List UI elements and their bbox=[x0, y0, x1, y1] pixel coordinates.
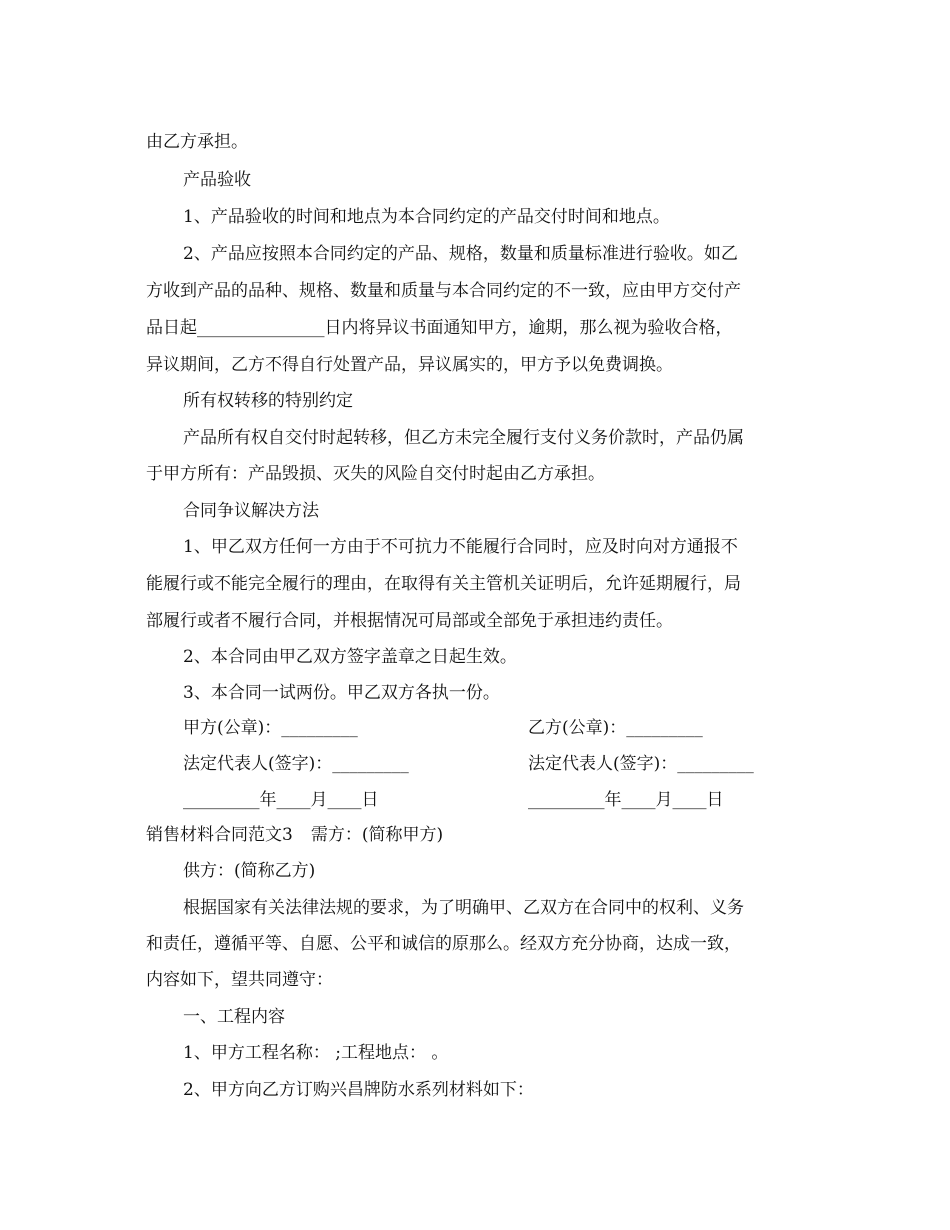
paragraph-line: 品日起_______________日内将异议书面通知甲方，逾期，那么视为验收合格， bbox=[146, 318, 733, 338]
seller-label: 供方：(简称乙方) bbox=[183, 861, 316, 881]
paragraph-line: 于甲方所有：产品毁损、灭失的风险自交付时起由乙方承担。 bbox=[146, 464, 605, 484]
paragraph-line: 和责任，遵循平等、自愿、公平和诚信的原那么。经双方充分协商，达成一致， bbox=[146, 934, 741, 954]
paragraph-line: 1、甲乙双方任何一方由于不可抗力不能履行合同时，应及时向对方通报不 bbox=[183, 537, 738, 557]
party-b-representative-field: 法定代表人(签字)：_________ bbox=[528, 754, 754, 774]
paragraph-line: 3、本合同一试两份。甲乙双方各执一份。 bbox=[183, 683, 500, 703]
party-a-seal-field: 甲方(公章)：_________ bbox=[183, 718, 358, 738]
paragraph-line: 产品所有权自交付时起转移，但乙方未完全履行支付义务价款时，产品仍属 bbox=[183, 428, 744, 448]
paragraph-line: 2、甲方向乙方订购兴昌牌防水系列材料如下： bbox=[183, 1080, 534, 1100]
party-a-date-field: _________年____月____日 bbox=[183, 790, 379, 810]
paragraph-line: 根据国家有关法律法规的要求，为了明确甲、乙双方在合同中的权利、义务 bbox=[183, 898, 744, 918]
paragraph-line: 异议期间，乙方不得自行处置产品，异议属实的，甲方予以免费调换。 bbox=[146, 355, 673, 375]
paragraph-line: 内容如下，望共同遵守： bbox=[146, 970, 333, 990]
paragraph-line: 1、甲方工程名称： ;工程地点： 。 bbox=[183, 1043, 449, 1063]
party-a-representative-field: 法定代表人(签字)：_________ bbox=[183, 754, 409, 774]
paragraph-line: 2、产品应按照本合同约定的产品、规格，数量和质量标准进行验收。如乙 bbox=[183, 244, 738, 264]
party-b-seal-field: 乙方(公章)：_________ bbox=[528, 718, 703, 738]
paragraph-line: 2、本合同由甲乙双方签字盖章之日起生效。 bbox=[183, 647, 517, 667]
section-heading-acceptance: 产品验收 bbox=[183, 170, 251, 190]
paragraph-line: 方收到产品的品种、规格、数量和质量与本合同约定的不一致，应由甲方交付产 bbox=[146, 281, 741, 301]
contract-title: 销售材料合同范文3 bbox=[146, 825, 293, 845]
paragraph-line: 部履行或者不履行合同，并根据情况可局部或全部免于承担违约责任。 bbox=[146, 611, 673, 631]
buyer-label: 需方：(简称甲方) bbox=[310, 825, 444, 845]
section-heading-project: 一、工程内容 bbox=[183, 1007, 285, 1027]
section-heading-dispute: 合同争议解决方法 bbox=[183, 501, 319, 521]
section-heading-ownership: 所有权转移的特别约定 bbox=[183, 391, 353, 411]
paragraph-line: 能履行或不能完全履行的理由，在取得有关主管机关证明后，允许延期履行，局 bbox=[146, 574, 741, 594]
party-b-date-field: _________年____月____日 bbox=[528, 790, 724, 810]
paragraph-line: 由乙方承担。 bbox=[146, 132, 248, 152]
paragraph-line: 1、产品验收的时间和地点为本合同约定的产品交付时间和地点。 bbox=[183, 207, 670, 227]
contract-title-line bbox=[146, 823, 806, 847]
